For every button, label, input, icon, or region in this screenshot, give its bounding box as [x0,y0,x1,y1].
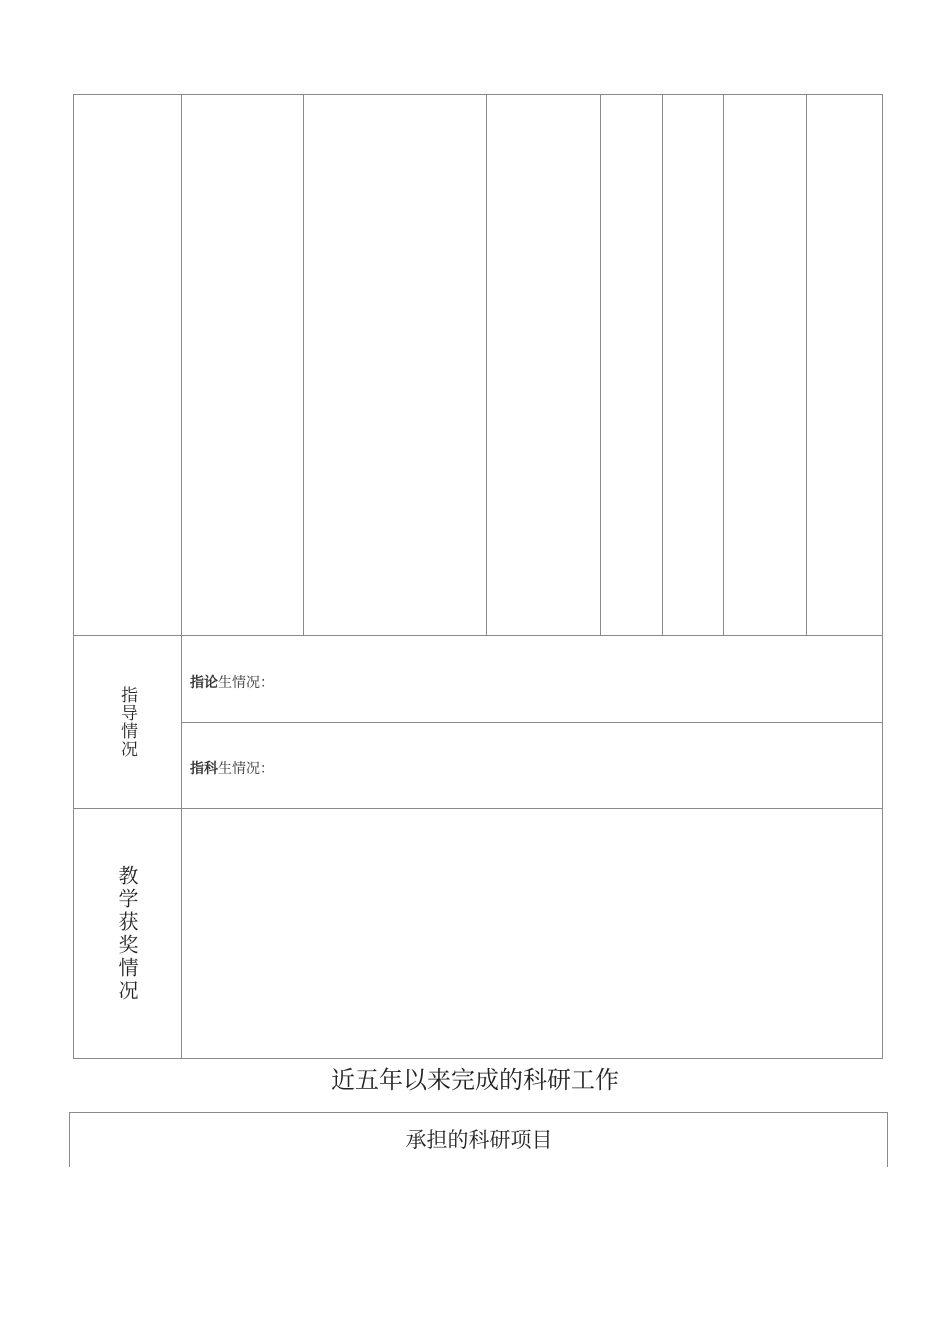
guide-row-2-glyph: 指科 [190,761,218,777]
col-divider-4 [600,94,601,636]
table-bottom-border [73,1058,883,1059]
row-divider-guide-bottom [73,808,883,809]
col-divider-7 [806,94,807,636]
row-divider-guide-middle [181,722,883,723]
guide-row-2-text: 生情况： [218,761,274,777]
guide-row-1 [190,672,274,692]
guide-label: 指导情况 [117,686,137,758]
section-title: 近五年以来完成的科研工作 [331,1066,619,1094]
projects-table-top-border [69,1112,888,1113]
awards-label-cell [74,809,181,1058]
guide-row-1-glyph: 指论 [190,675,218,691]
col-divider-1 [181,94,182,1059]
awards-label: 教学获奖情况 [115,864,139,1003]
col-divider-5 [662,94,663,636]
guide-label-cell [74,636,181,808]
projects-title: 承担的科研项目 [405,1128,553,1152]
table-top-border [73,94,883,95]
col-divider-3 [486,94,487,636]
guide-row-1-text: 生情况： [218,675,274,691]
col-divider-2 [303,94,304,636]
table-right-border [882,94,883,1059]
col-divider-6 [723,94,724,636]
row-divider-blank-bottom [73,635,883,636]
guide-row-2 [190,758,274,778]
